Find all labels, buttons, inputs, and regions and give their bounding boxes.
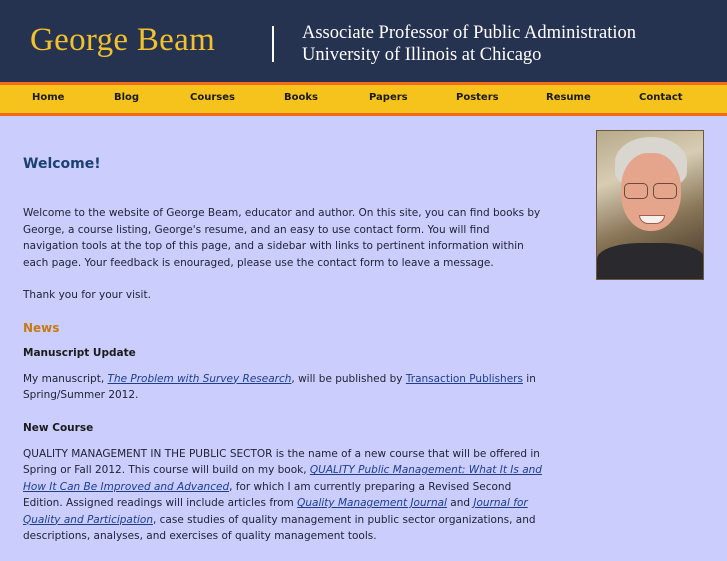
book-link[interactable]: The Problem with Survey Research: [107, 372, 292, 385]
photo-shirt: [597, 243, 704, 280]
nav-resume[interactable]: Resume: [546, 92, 591, 103]
news-item-title: Manuscript Update: [23, 346, 136, 359]
welcome-heading: Welcome!: [23, 156, 101, 172]
body-text: QUALITY MANAGEMENT IN THE PUBLIC SECTOR is the name of a new course that will be offered in Spring or Fall 2012. This course will build on my book,: [23, 447, 540, 476]
subtitle-university: University of Illinois at Chicago: [302, 45, 542, 65]
intro-paragraph: Welcome to the website of George Beam, educator and author. On this site, you can find books by George, a course listing, George's resume, and an easy to use contact form. You will find navigation tools at the top of this page, and a sidebar with links to pertinent information within each page. Your feedback is enouraged, please use the contact form to leave a message.: [23, 207, 541, 269]
nav-courses[interactable]: Courses: [190, 92, 235, 103]
body-text: , will be published by: [291, 372, 406, 385]
body-text: in Spring/Summer 2012.: [23, 372, 536, 401]
news-item-body: [23, 446, 543, 545]
news-item-body: [23, 371, 543, 404]
nav-books[interactable]: Books: [284, 92, 318, 103]
body-text: , case studies of quality management in public sector organizations, and descriptions, analyses, and exercises of quality management tools.: [23, 513, 536, 542]
nav-blog[interactable]: Blog: [114, 92, 140, 103]
photo-glasses-right: [653, 183, 677, 199]
journal-link[interactable]: Quality Management Journal: [297, 497, 447, 509]
journal-link[interactable]: Journal for Quality and Participation: [23, 497, 528, 526]
nav-papers[interactable]: Papers: [369, 92, 408, 103]
main-nav: [0, 82, 727, 116]
body-text: and: [446, 497, 474, 509]
subtitle-position: Associate Professor of Public Administration: [302, 23, 636, 43]
book-link[interactable]: QUALITY Public Management: What It Is and How It Can Be Improved and Advanced: [23, 464, 542, 493]
publisher-link[interactable]: Transaction Publishers: [405, 372, 523, 385]
header-divider: [272, 26, 274, 62]
news-item-title: New Course: [23, 421, 94, 434]
site-header: [0, 0, 727, 82]
news-heading: News: [23, 320, 60, 335]
body-text: , for which I am currently preparing a Revised Second Edition. Assigned readings will include articles from: [23, 480, 512, 509]
site-title[interactable]: George Beam: [30, 22, 216, 58]
thanks-paragraph: Thank you for your visit.: [23, 289, 151, 301]
nav-contact[interactable]: Contact: [639, 92, 683, 103]
main-content: [23, 150, 543, 561]
portrait-photo: [596, 130, 704, 280]
nav-posters[interactable]: Posters: [456, 92, 499, 103]
photo-glasses-left: [624, 183, 648, 199]
body-text: My manuscript,: [23, 372, 108, 385]
nav-home[interactable]: Home: [32, 92, 65, 103]
